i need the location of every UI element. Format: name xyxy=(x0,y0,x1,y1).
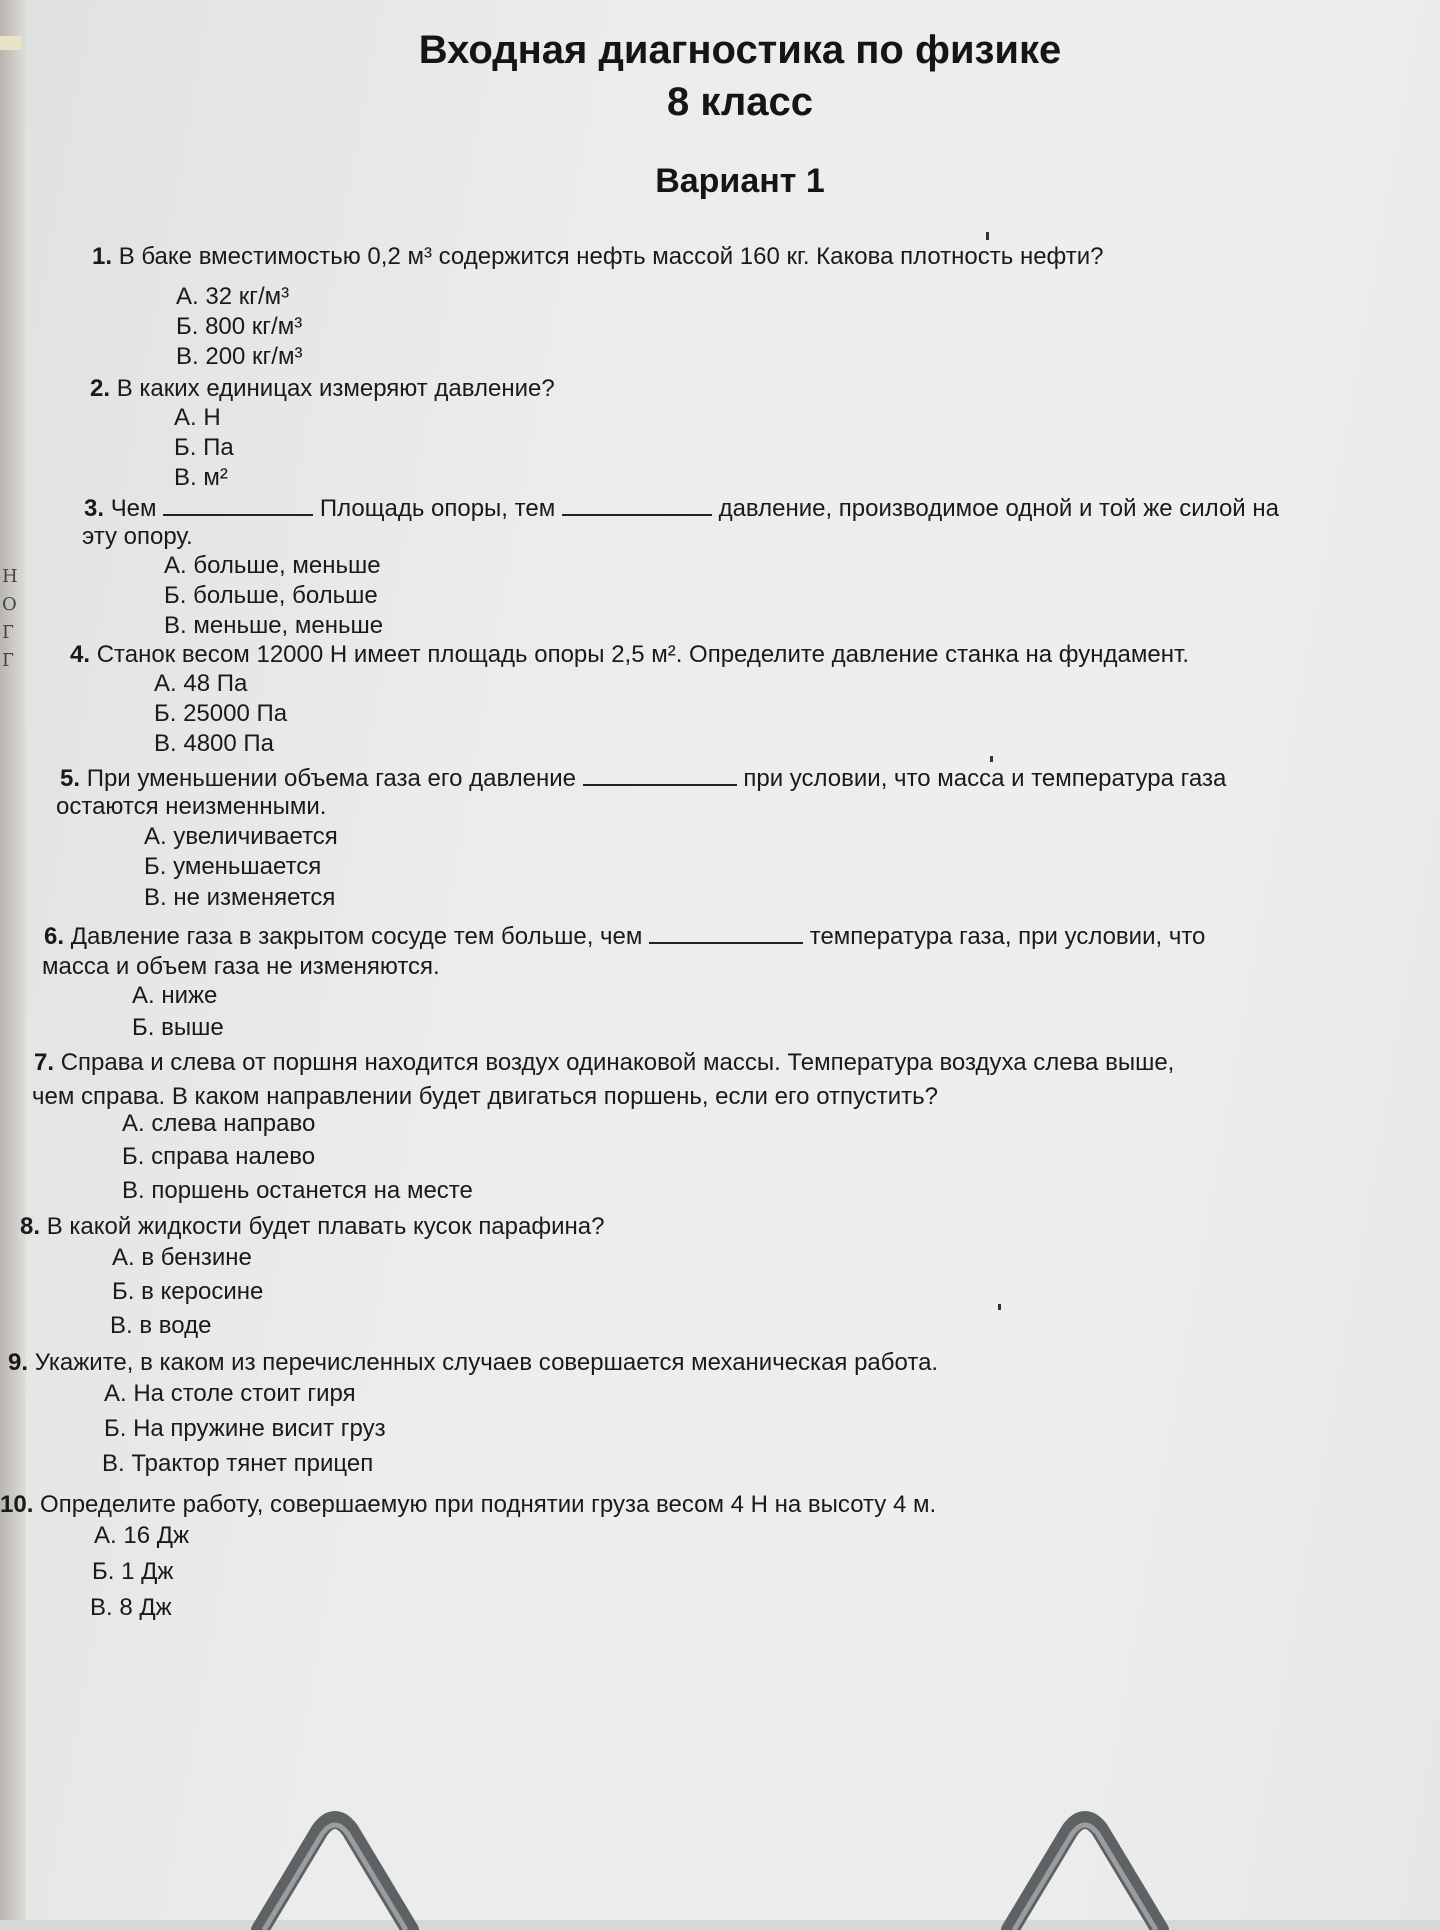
question-text-part: Давление газа в закрытом сосуде тем больше, чем xyxy=(70,923,643,950)
question-text-part: давление, производимое одной и той же силой на xyxy=(718,495,1279,522)
option: Б. На пружине висит груз xyxy=(104,1415,386,1442)
option: В. Трактор тянет прицеп xyxy=(102,1450,374,1477)
option: Б. 800 кг/м³ xyxy=(176,313,303,340)
variant-label: Вариант 1 xyxy=(655,162,825,200)
question-7-line-2: чем справа. В каком направлении будет двигаться поршень, если его отпустить? xyxy=(32,1083,938,1110)
header xyxy=(0,24,1440,128)
question-number: 8. xyxy=(20,1213,41,1240)
option: Б. в керосине xyxy=(112,1278,264,1305)
option: А. 32 кг/м³ xyxy=(176,283,290,310)
page-title: Входная диагностика по физике xyxy=(418,28,1062,72)
question-number: 2. xyxy=(90,375,111,402)
margin-letter: Г xyxy=(2,622,14,643)
question-8 xyxy=(20,1212,604,1241)
option: Б. 25000 Па xyxy=(154,700,288,727)
option: В. в воде xyxy=(110,1312,212,1339)
option: В. 8 Дж xyxy=(90,1594,172,1621)
paper-speck xyxy=(998,1304,1001,1310)
option: Б. справа налево xyxy=(122,1143,316,1170)
option: Б. больше, больше xyxy=(164,582,378,609)
question-9 xyxy=(8,1348,938,1377)
question-number: 1. xyxy=(92,243,113,270)
binder-clip-right xyxy=(1000,1800,1170,1930)
question-7 xyxy=(34,1048,1174,1077)
question-text: В какой жидкости будет плавать кусок парафина? xyxy=(46,1213,605,1240)
grade-label: 8 класс xyxy=(666,80,813,124)
question-2 xyxy=(90,374,555,403)
question-number: 9. xyxy=(8,1349,29,1376)
option: А. увеличивается xyxy=(144,823,338,850)
question-text-part: При уменьшении объема газа его давление xyxy=(86,765,577,792)
question-6 xyxy=(44,920,1205,951)
question-5 xyxy=(60,762,1226,793)
option: Б. Па xyxy=(174,434,234,461)
question-text: Станок весом 12000 Н имеет площадь опоры 2,5 м². Определите давление станка на фундамент. xyxy=(96,641,1189,668)
answer-blank xyxy=(649,920,803,944)
question-text-part: при условии, что масса и температура газа xyxy=(743,765,1227,792)
option: В. м² xyxy=(174,464,228,491)
option: А. Н xyxy=(174,404,221,431)
option: А. На столе стоит гиря xyxy=(104,1380,356,1407)
margin-letter: О xyxy=(2,594,17,615)
margin-letter: Н xyxy=(2,566,18,587)
question-text: Укажите, в каком из перечисленных случаев совершается механическая работа. xyxy=(34,1349,939,1376)
question-number: 5. xyxy=(60,765,81,792)
question-text-part: Чем xyxy=(110,495,157,522)
option: В. не изменяется xyxy=(144,884,336,911)
question-text: В каких единицах измеряют давление? xyxy=(116,375,555,402)
left-page-edge xyxy=(0,0,29,1920)
option: А. больше, меньше xyxy=(164,552,381,579)
option: Б. уменьшается xyxy=(144,853,322,880)
question-text: В баке вместимостью 0,2 м³ содержится нефть массой 160 кг. Какова плотность нефти? xyxy=(118,243,1104,270)
binder-clip-left xyxy=(250,1800,420,1930)
question-text-part: Площадь опоры, тем xyxy=(319,495,556,522)
question-3-line-2: эту опору. xyxy=(82,523,193,550)
answer-blank xyxy=(583,762,737,786)
option: А. 16 Дж xyxy=(94,1522,190,1549)
question-10 xyxy=(0,1490,936,1519)
margin-letter: Г xyxy=(2,650,14,671)
question-text: Справа и слева от поршня находится воздух одинаковой массы. Температура воздуха слева выше, xyxy=(60,1049,1175,1076)
question-text-part: температура газа, при условии, что xyxy=(809,923,1206,950)
option: А. в бензине xyxy=(112,1244,252,1271)
question-number: 3. xyxy=(84,495,105,522)
option: А. 48 Па xyxy=(154,670,248,697)
option: А. слева направо xyxy=(122,1110,316,1137)
paper-speck xyxy=(990,756,993,762)
question-number: 6. xyxy=(44,923,65,950)
option: В. поршень останется на месте xyxy=(122,1177,473,1204)
question-4 xyxy=(70,640,1189,669)
option: Б. выше xyxy=(132,1014,224,1041)
option: Б. 1 Дж xyxy=(92,1558,174,1585)
question-number: 10. xyxy=(0,1491,34,1518)
question-6-line-2: масса и объем газа не изменяются. xyxy=(42,953,440,980)
option: В. 200 кг/м³ xyxy=(176,343,303,370)
answer-blank xyxy=(562,492,712,516)
question-text: Определите работу, совершаемую при поднятии груза весом 4 Н на высоту 4 м. xyxy=(40,1491,937,1518)
question-number: 7. xyxy=(34,1049,55,1076)
question-1 xyxy=(92,242,1104,271)
option: А. ниже xyxy=(132,982,218,1009)
question-3 xyxy=(84,492,1279,523)
question-5-line-2: остаются неизменными. xyxy=(56,793,327,820)
paper-speck xyxy=(986,232,989,240)
answer-blank xyxy=(163,492,313,516)
option: В. 4800 Па xyxy=(154,730,274,757)
question-number: 4. xyxy=(70,641,91,668)
option: В. меньше, меньше xyxy=(164,612,384,639)
